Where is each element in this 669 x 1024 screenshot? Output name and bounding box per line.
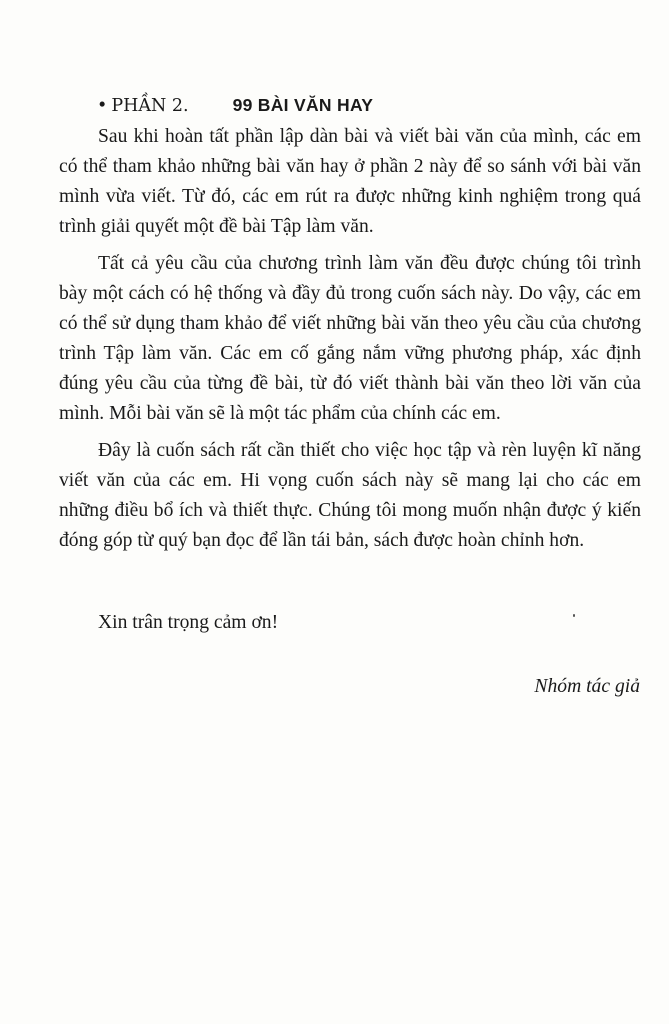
paragraph-2: Tất cả yêu cầu của chương trình làm văn đều được chúng tôi trình bày một cách có hệ thống và đầy đủ trong cuốn sách này. Do vậy, các em có thể sử dụng tham khảo để viết những bài văn theo yêu cầu của chương trình Tập làm văn. Các em cố gắng nắm vững phương pháp, xác định đúng yêu cầu của từng đề bài, từ đó viết thành bài văn theo lời văn của mình. Mỗi bài văn sẽ là một tác phẩm của chính các em. (59, 253, 641, 424)
section-heading (97, 93, 373, 118)
body-text (59, 122, 641, 563)
author-signature: Nhóm tác giả (534, 676, 640, 697)
closing-line: Xin trân trọng cảm ơn! (98, 612, 279, 633)
bullet-icon: • (97, 96, 108, 116)
section-part-label: PHẦN 2. (111, 96, 189, 116)
paragraph-1: Sau khi hoàn tất phần lập dàn bài và viết bài văn của mình, các em có thể tham khảo những bài văn hay ở phần 2 này để so sánh với bài văn mình vừa viết. Từ đó, các em rút ra được những kinh nghiệm trong quá trình giải quyết một đề bài Tập làm văn. (59, 126, 641, 237)
section-title: 99 BÀI VĂN HAY (232, 95, 374, 115)
paragraph-3: Đây là cuốn sách rất cần thiết cho việc học tập và rèn luyện kĩ năng viết văn của các em. Hi vọng cuốn sách này sẽ mang lại cho các em những điều bổ ích và thiết thực. Chúng tôi mong muốn nhận được ý kiến đóng góp từ quý bạn đọc để lần tái bản, sách được hoàn chỉnh hơn. (59, 440, 641, 551)
print-speck (573, 614, 575, 617)
